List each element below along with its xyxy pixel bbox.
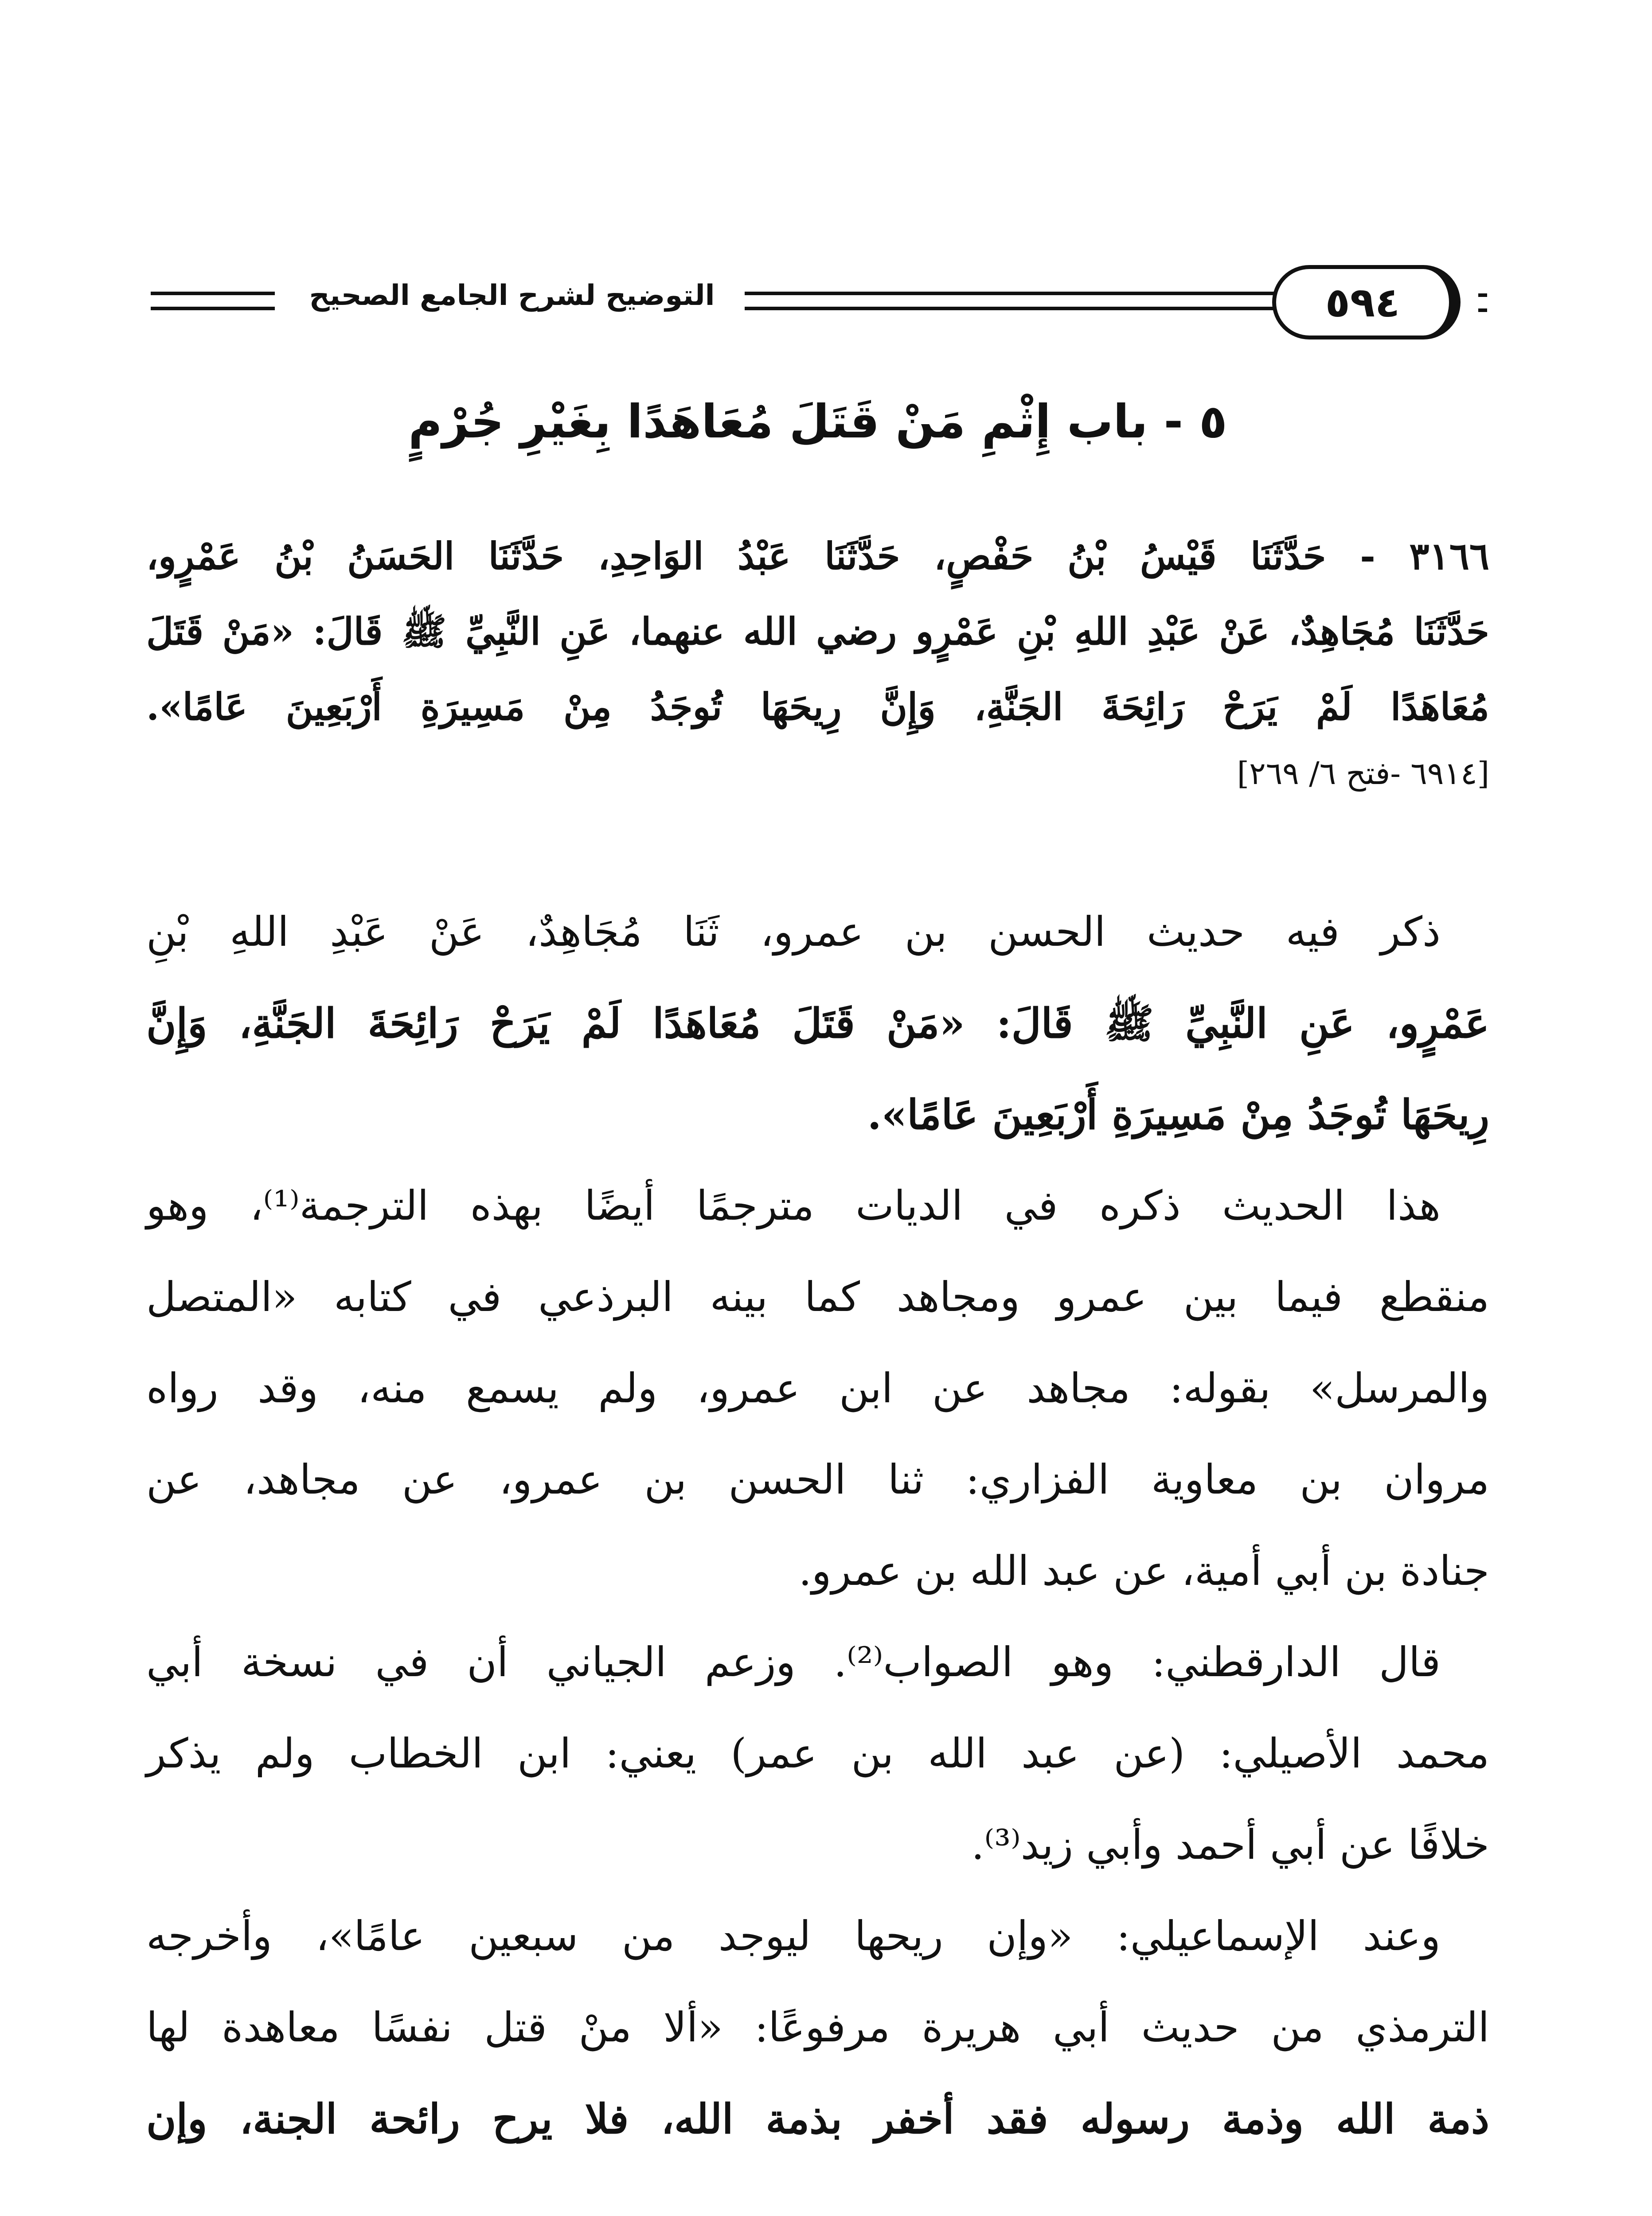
body-line: هذا الحديث ذكره في الديات مترجمًا أيضًا بهذه الترجمة⁽¹⁾، وهو	[146, 1182, 1441, 1229]
hadith-reference: [٦٩١٤ -فتح ٦/ ٢٦٩]	[1237, 755, 1489, 792]
body-line: الترمذي من حديث أبي هريرة مرفوعًا: «ألا منْ قتل نفسًا معاهدة لها	[146, 2004, 1489, 2051]
page-number: ٥٩٤	[1325, 278, 1400, 326]
body-line: عَمْرٍو، عَنِ النَّبِيِّ ﷺ قَالَ: «مَنْ قَتَلَ مُعَاهَدًا لَمْ يَرَحْ رَائِحَةَ الجَنَّةِ، وَإِنَّ	[146, 999, 1489, 1047]
body-line: والمرسل» بقوله: مجاهد عن ابن عمرو، ولم يسمع منه، وقد رواه	[146, 1365, 1489, 1412]
book-title: التوضيح لشرح الجامع الصحيح	[309, 279, 715, 312]
body-line: مروان بن معاوية الفزاري: ثنا الحسن بن عمرو، عن مجاهد، عن	[146, 1456, 1489, 1503]
body-line: ذكر فيه حديث الحسن بن عمرو، ثَنَا مُجَاهِدٌ، عَنْ عَبْدِ اللهِ بْنِ	[146, 908, 1441, 956]
body-line: محمد الأصيلي: (عن عبد الله بن عمر) يعني: ابن الخطاب ولم يذكر	[146, 1730, 1489, 1777]
running-header	[151, 253, 1485, 346]
body-line: خلافًا عن أبي أحمد وأبي زيد⁽³⁾.	[971, 1821, 1489, 1869]
hadith-line: ٣١٦٦ - حَدَّثَنَا قَيْسُ بْنُ حَفْصٍ، حَدَّثَنَا عَبْدُ الوَاحِدِ، حَدَّثَنَا الحَسَنُ بْنُ عَمْرٍو،	[146, 534, 1489, 578]
chapter-title: ٥ - باب إِثْمِ مَنْ قَتَلَ مُعَاهَدًا بِغَيْرِ جُرْمٍ	[408, 394, 1227, 449]
body-line: منقطع فيما بين عمرو ومجاهد كما بينه البرذعي في كتابه «المتصل	[146, 1273, 1489, 1321]
header-rule-left	[151, 292, 275, 310]
body-line: جنادة بن أبي أمية، عن عبد الله بن عمرو.	[798, 1547, 1489, 1595]
body-line: قال الدارقطني: وهو الصواب⁽²⁾. وزعم الجياني أن في نسخة أبي	[146, 1639, 1441, 1686]
header-rule-right	[1478, 293, 1487, 312]
hadith-text	[146, 519, 1489, 802]
commentary-body	[146, 886, 1489, 2165]
body-line: ذمة الله وذمة رسوله فقد أخفر بذمة الله، فلا يرح رائحة الجنة، وإن	[146, 2095, 1489, 2143]
hadith-line: مُعَاهَدًا لَمْ يَرَحْ رَائِحَةَ الجَنَّةِ، وَإِنَّ رِيحَهَا تُوجَدُ مِنْ مَسِيرَةِ أَرْبَعِينَ عَامًا».	[146, 685, 1489, 729]
hadith-line: حَدَّثَنَا مُجَاهِدٌ، عَنْ عَبْدِ اللهِ بْنِ عَمْرٍو رضي الله عنهما، عَنِ النَّبِيِّ ﷺ قَالَ: «مَنْ قَتَلَ	[146, 609, 1489, 653]
page-number-badge	[1272, 265, 1461, 339]
body-line: رِيحَهَا تُوجَدُ مِنْ مَسِيرَةِ أَرْبَعِينَ عَامًا».	[867, 1091, 1489, 1139]
body-line: وعند الإسماعيلي: «وإن ريحها ليوجد من سبعين عامًا»، وأخرجه	[146, 1912, 1441, 1960]
